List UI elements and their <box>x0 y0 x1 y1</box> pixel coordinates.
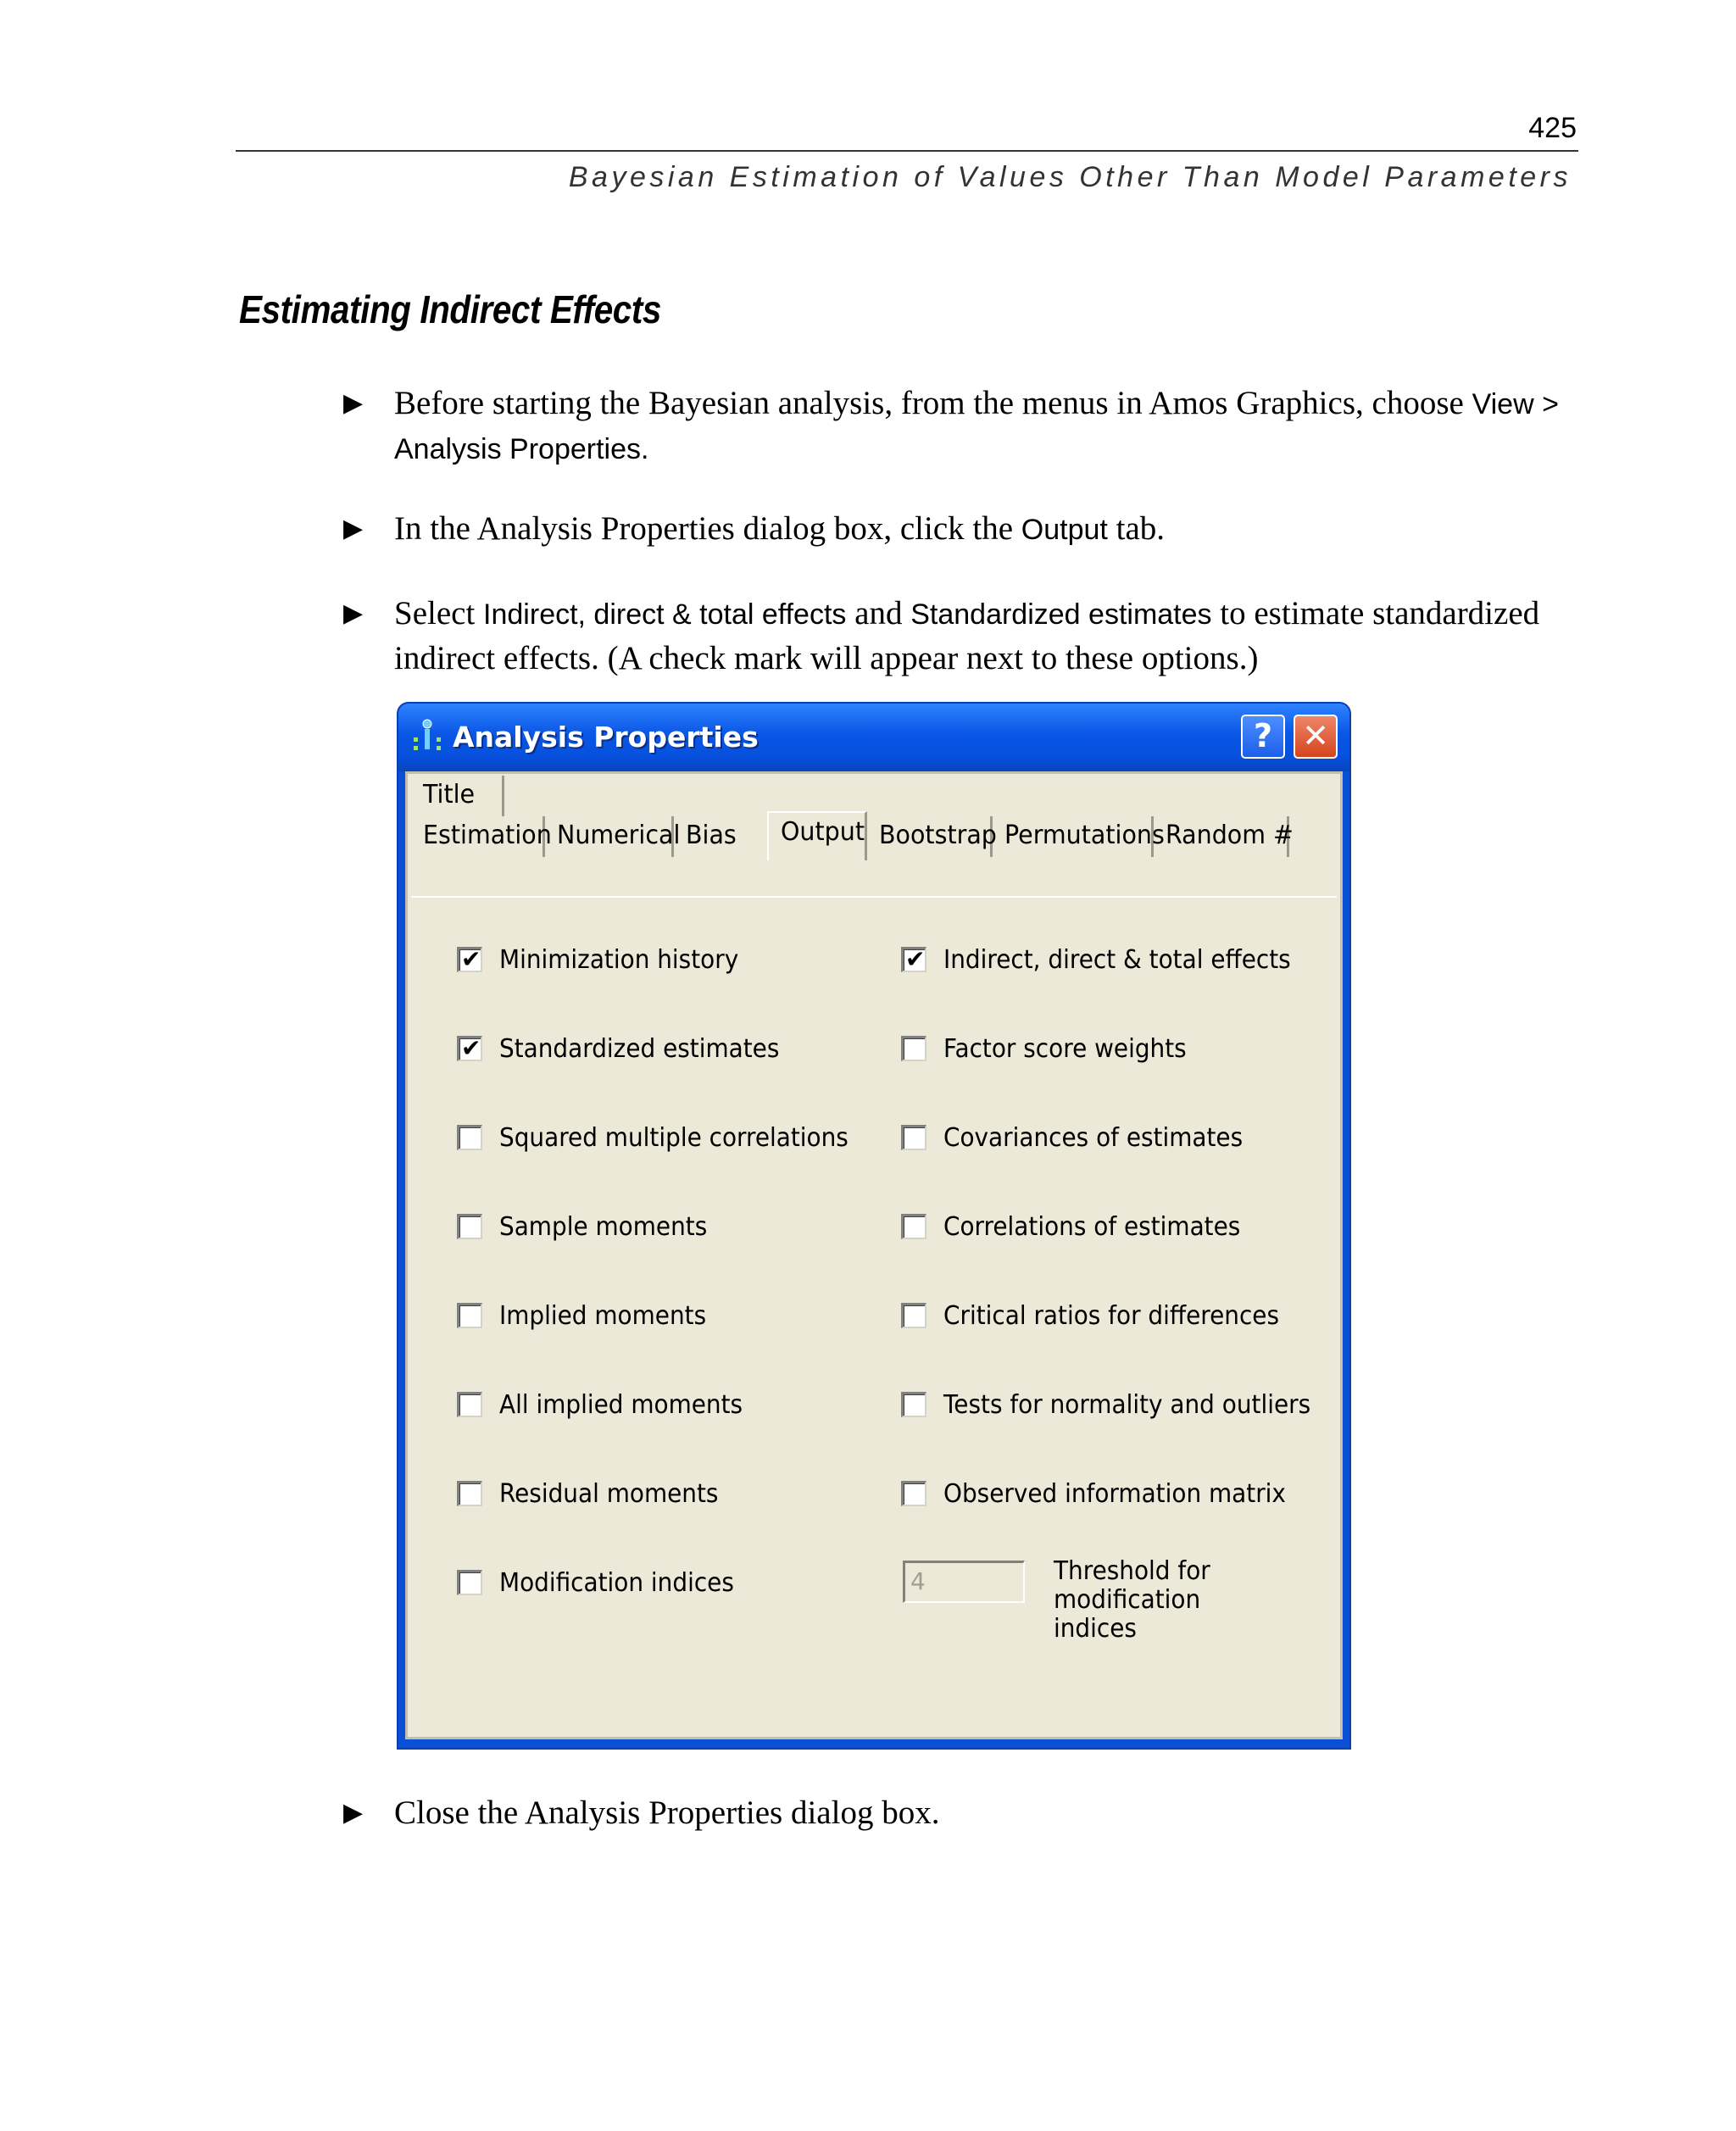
option-tests-for-normality-and-outliers[interactable]: Tests for normality and outliers <box>901 1388 1308 1422</box>
bullet-arrow-icon: ▶ <box>343 388 364 418</box>
bullet-arrow-icon: ▶ <box>343 598 364 628</box>
step-text: In the Analysis Properties dialog box, click the Output tab. <box>394 510 1166 547</box>
tab-title[interactable]: Title <box>411 776 504 816</box>
dialog-title: Analysis Properties <box>453 721 759 754</box>
checkbox[interactable] <box>457 1570 482 1595</box>
checkbox[interactable] <box>457 1481 482 1506</box>
checkbox[interactable] <box>901 1481 926 1506</box>
close-button[interactable]: ✕ <box>1294 715 1338 759</box>
header-rule <box>236 150 1578 152</box>
checkbox[interactable] <box>457 1303 482 1328</box>
checkbox[interactable] <box>457 947 482 972</box>
checkbox[interactable] <box>901 947 926 972</box>
checkbox[interactable] <box>457 1214 482 1239</box>
checkbox[interactable] <box>457 1036 482 1061</box>
section-title: Estimating Indirect Effects <box>239 287 661 331</box>
option-all-implied-moments[interactable]: All implied moments <box>457 1388 847 1422</box>
step-text: Select Indirect, direct & total effects and Standardized estimates to estimate standardized indirect effects. (A check mark will appear next to these options.) <box>394 595 1540 676</box>
checkbox[interactable] <box>901 1392 926 1417</box>
option-implied-moments[interactable]: Implied moments <box>457 1299 847 1333</box>
tab-estimation[interactable]: Estimation <box>411 816 545 857</box>
checkbox[interactable] <box>901 1125 926 1150</box>
option-correlations-of-estimates[interactable]: Correlations of estimates <box>901 1210 1308 1244</box>
checkmark-icon: ✔ <box>461 1034 481 1062</box>
tab-panel-border <box>411 896 1337 898</box>
checkmark-icon: ✔ <box>905 945 926 973</box>
analysis-properties-dialog <box>397 702 1351 1750</box>
tab-random[interactable]: Random # <box>1154 816 1289 857</box>
checkmark-icon: ✔ <box>461 945 481 973</box>
threshold-label: Threshold for modification indices <box>1054 1556 1210 1644</box>
checkbox[interactable] <box>457 1125 482 1150</box>
dialog-client-area <box>405 771 1343 1739</box>
tab-bias[interactable]: Bias <box>686 821 737 850</box>
dialog-titlebar[interactable] <box>398 704 1349 771</box>
tab-bootstrap[interactable]: Bootstrap <box>867 816 993 857</box>
page-number: 425 <box>1528 112 1577 144</box>
option-covariances-of-estimates[interactable]: Covariances of estimates <box>901 1121 1308 1155</box>
option-standardized-estimates[interactable]: ✔ Standardized estimates <box>457 1032 847 1066</box>
option-observed-information-matrix[interactable]: Observed information matrix <box>901 1477 1308 1511</box>
option-factor-score-weights[interactable]: Factor score weights <box>901 1032 1308 1066</box>
checkbox[interactable] <box>901 1214 926 1239</box>
checkbox[interactable] <box>901 1303 926 1328</box>
tab-permutations[interactable]: Permutations <box>993 816 1154 857</box>
option-modification-indices[interactable]: Modification indices <box>457 1566 847 1600</box>
checkbox[interactable] <box>901 1036 926 1061</box>
bullet-arrow-icon: ▶ <box>343 514 364 543</box>
step-text: Close the Analysis Properties dialog box. <box>394 1794 940 1831</box>
option-critical-ratios-for-differences[interactable]: Critical ratios for differences <box>901 1299 1308 1333</box>
tab-output[interactable]: Output <box>767 811 867 860</box>
option-minimization-history[interactable]: ✔ Minimization history <box>457 943 847 977</box>
option-residual-moments[interactable]: Residual moments <box>457 1477 847 1511</box>
option-indirect-direct-total-effects[interactable]: ✔ Indirect, direct & total effects <box>901 943 1308 977</box>
help-button[interactable]: ? <box>1241 715 1285 759</box>
checkbox[interactable] <box>457 1392 482 1417</box>
tab-numerical[interactable]: Numerical <box>545 816 674 857</box>
option-sample-moments[interactable]: Sample moments <box>457 1210 847 1244</box>
bullet-arrow-icon: ▶ <box>343 1798 364 1828</box>
amos-app-icon <box>410 719 444 756</box>
threshold-input[interactable]: 4 <box>903 1561 1025 1603</box>
option-squared-multiple-correlations[interactable]: Squared multiple correlations <box>457 1121 847 1155</box>
running-head: Bayesian Estimation of Values Other Than Model Parameters <box>568 161 1572 193</box>
step-text: Before starting the Bayesian analysis, from the menus in Amos Graphics, choose View > Analysis Properties. <box>394 385 1559 465</box>
